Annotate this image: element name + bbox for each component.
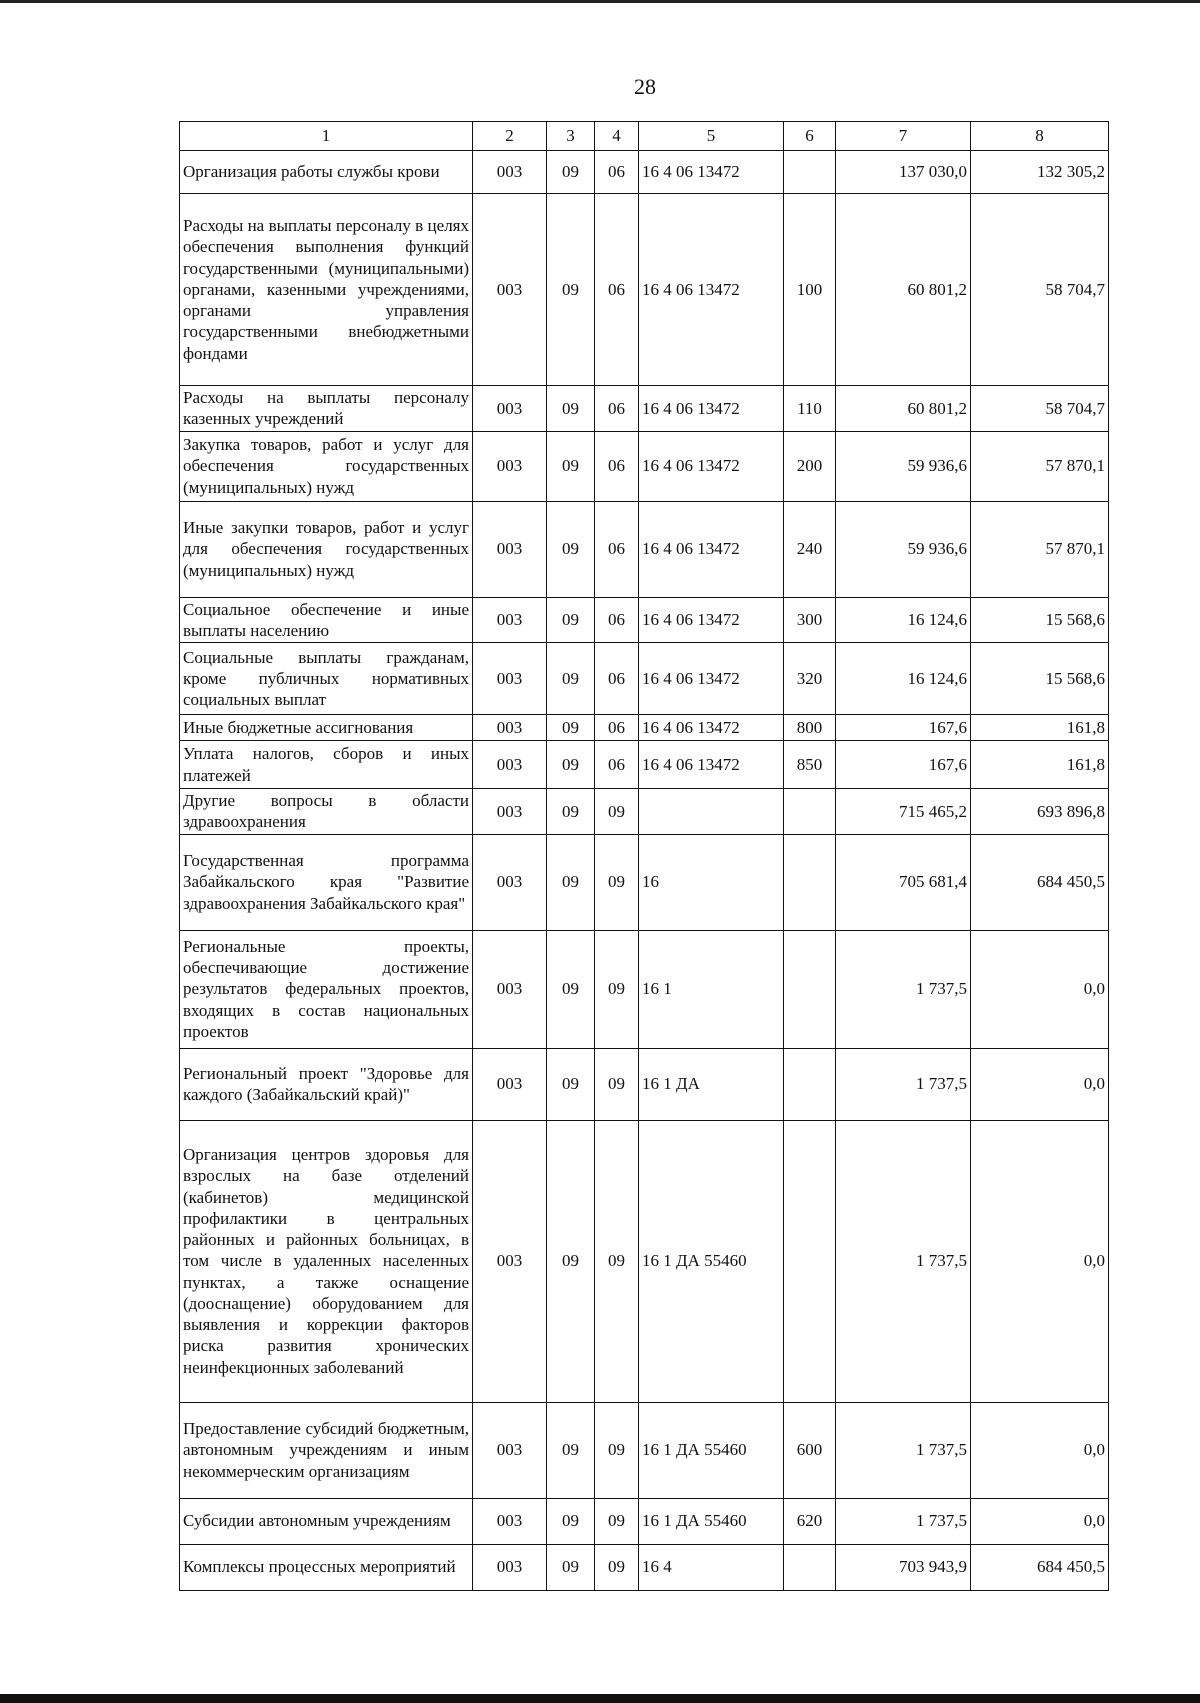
subsection-code: 09: [595, 1402, 639, 1498]
subsection-code: 06: [595, 501, 639, 597]
expense-type-code: 100: [784, 194, 836, 386]
expense-name: Социальное обеспечение и иные выплаты населению: [180, 597, 473, 643]
amount-year-1: 1 737,5: [836, 1120, 971, 1402]
expense-name: Организация работы службы крови: [180, 151, 473, 194]
section-code: 09: [547, 386, 595, 432]
subsection-code: 06: [595, 597, 639, 643]
table-row: [180, 930, 1109, 1048]
target-article-code: 16 4: [639, 1544, 784, 1590]
expense-name: Другие вопросы в области здравоохранения: [180, 789, 473, 835]
ministry-code: 003: [473, 741, 547, 789]
table-row: [180, 151, 1109, 194]
table-row: [180, 194, 1109, 386]
column-header: 1: [180, 122, 473, 151]
target-article-code: 16 1 ДА 55460: [639, 1120, 784, 1402]
amount-year-2: 161,8: [971, 715, 1109, 741]
section-code: 09: [547, 501, 595, 597]
amount-year-1: 59 936,6: [836, 431, 971, 501]
target-article-code: 16 4 06 13472: [639, 501, 784, 597]
table-row: [180, 789, 1109, 835]
table-row: [180, 741, 1109, 789]
expense-type-code: [784, 834, 836, 930]
section-code: 09: [547, 194, 595, 386]
expense-type-code: 110: [784, 386, 836, 432]
section-code: 09: [547, 1048, 595, 1120]
amount-year-2: 58 704,7: [971, 386, 1109, 432]
ministry-code: 003: [473, 715, 547, 741]
expense-name: Предоставление субсидий бюджетным, автономным учреждениям и иным некоммерческим организациям: [180, 1402, 473, 1498]
ministry-code: 003: [473, 151, 547, 194]
subsection-code: 06: [595, 715, 639, 741]
amount-year-2: 15 568,6: [971, 643, 1109, 715]
amount-year-1: 705 681,4: [836, 834, 971, 930]
expense-name: Региональные проекты, обеспечивающие достижение результатов федеральных проектов, входящих в состав национальных проектов: [180, 930, 473, 1048]
amount-year-2: 0,0: [971, 1048, 1109, 1120]
column-header: 2: [473, 122, 547, 151]
ministry-code: 003: [473, 834, 547, 930]
subsection-code: 09: [595, 1120, 639, 1402]
expense-type-code: [784, 1048, 836, 1120]
expense-type-code: [784, 1120, 836, 1402]
table-row: [180, 715, 1109, 741]
column-header: 6: [784, 122, 836, 151]
table-row: [180, 1048, 1109, 1120]
amount-year-2: 57 870,1: [971, 431, 1109, 501]
expense-type-code: [784, 151, 836, 194]
subsection-code: 09: [595, 1048, 639, 1120]
scan-border-top: [0, 0, 1200, 3]
table-row: [180, 1402, 1109, 1498]
table-row: [180, 386, 1109, 432]
expense-name: Социальные выплаты гражданам, кроме публичных нормативных социальных выплат: [180, 643, 473, 715]
expense-name: Закупка товаров, работ и услуг для обеспечения государственных (муниципальных) нужд: [180, 431, 473, 501]
amount-year-2: 57 870,1: [971, 501, 1109, 597]
expense-type-code: 850: [784, 741, 836, 789]
column-header: 7: [836, 122, 971, 151]
ministry-code: 003: [473, 930, 547, 1048]
expense-type-code: 240: [784, 501, 836, 597]
subsection-code: 09: [595, 789, 639, 835]
expense-name: Субсидии автономным учреждениям: [180, 1498, 473, 1544]
target-article-code: 16 4 06 13472: [639, 597, 784, 643]
header-row: [180, 122, 1109, 151]
target-article-code: 16 1 ДА: [639, 1048, 784, 1120]
expense-name: Государственная программа Забайкальского края "Развитие здравоохранения Забайкальского края": [180, 834, 473, 930]
expense-type-code: 300: [784, 597, 836, 643]
page-number: 28: [634, 74, 656, 99]
amount-year-1: 60 801,2: [836, 386, 971, 432]
ministry-code: 003: [473, 597, 547, 643]
ministry-code: 003: [473, 1402, 547, 1498]
table-row: [180, 431, 1109, 501]
amount-year-2: 58 704,7: [971, 194, 1109, 386]
amount-year-2: 0,0: [971, 1498, 1109, 1544]
amount-year-1: 137 030,0: [836, 151, 971, 194]
expense-name: Организация центров здоровья для взрослых на базе отделений (кабинетов) медицинской профилактики в центральных районных и районных больницах, в том числе в удаленных населенных пунктах, а также оснащение (дооснащение) оборудованием для выявления и коррекции факторов риска развития хронических неинфекционных заболеваний: [180, 1120, 473, 1402]
amount-year-1: 1 737,5: [836, 1498, 971, 1544]
table-row: [180, 501, 1109, 597]
amount-year-1: 1 737,5: [836, 1048, 971, 1120]
column-header: 8: [971, 122, 1109, 151]
ministry-code: 003: [473, 1048, 547, 1120]
target-article-code: 16 4 06 13472: [639, 194, 784, 386]
target-article-code: 16 4 06 13472: [639, 386, 784, 432]
section-code: 09: [547, 834, 595, 930]
table-row: [180, 1498, 1109, 1544]
expense-type-code: 600: [784, 1402, 836, 1498]
expense-type-code: [784, 930, 836, 1048]
section-code: 09: [547, 1120, 595, 1402]
section-code: 09: [547, 597, 595, 643]
target-article-code: 16 1 ДА 55460: [639, 1402, 784, 1498]
section-code: 09: [547, 930, 595, 1048]
expense-type-code: 320: [784, 643, 836, 715]
subsection-code: 09: [595, 1544, 639, 1590]
expense-type-code: 620: [784, 1498, 836, 1544]
target-article-code: [639, 789, 784, 835]
expense-name: Иные закупки товаров, работ и услуг для обеспечения государственных (муниципальных) нужд: [180, 501, 473, 597]
amount-year-1: 703 943,9: [836, 1544, 971, 1590]
amount-year-1: 16 124,6: [836, 597, 971, 643]
section-code: 09: [547, 1498, 595, 1544]
table-row: [180, 597, 1109, 643]
amount-year-2: 0,0: [971, 1402, 1109, 1498]
scan-border-bottom: [0, 1694, 1200, 1703]
target-article-code: 16 4 06 13472: [639, 715, 784, 741]
amount-year-2: 0,0: [971, 1120, 1109, 1402]
column-header: 4: [595, 122, 639, 151]
table-row: [180, 1544, 1109, 1590]
expense-name: Расходы на выплаты персоналу казенных учреждений: [180, 386, 473, 432]
ministry-code: 003: [473, 386, 547, 432]
column-header: 3: [547, 122, 595, 151]
amount-year-2: 15 568,6: [971, 597, 1109, 643]
section-code: 09: [547, 1544, 595, 1590]
amount-year-1: 167,6: [836, 715, 971, 741]
ministry-code: 003: [473, 643, 547, 715]
section-code: 09: [547, 1402, 595, 1498]
target-article-code: 16 1 ДА 55460: [639, 1498, 784, 1544]
expense-name: Уплата налогов, сборов и иных платежей: [180, 741, 473, 789]
amount-year-1: 167,6: [836, 741, 971, 789]
table-row: [180, 643, 1109, 715]
amount-year-1: 1 737,5: [836, 930, 971, 1048]
expense-name: Иные бюджетные ассигнования: [180, 715, 473, 741]
amount-year-2: 0,0: [971, 930, 1109, 1048]
target-article-code: 16 4 06 13472: [639, 151, 784, 194]
column-header: 5: [639, 122, 784, 151]
expense-name: Расходы на выплаты персоналу в целях обеспечения выполнения функций государственными (муниципальными) органами, казенными учреждениями, органами управления государственными внебюджетными фондами: [180, 194, 473, 386]
subsection-code: 09: [595, 1498, 639, 1544]
subsection-code: 09: [595, 930, 639, 1048]
expense-type-code: [784, 789, 836, 835]
section-code: 09: [547, 151, 595, 194]
ministry-code: 003: [473, 431, 547, 501]
subsection-code: 09: [595, 834, 639, 930]
subsection-code: 06: [595, 741, 639, 789]
target-article-code: 16: [639, 834, 784, 930]
budget-table: [179, 121, 1109, 1591]
section-code: 09: [547, 789, 595, 835]
amount-year-2: 161,8: [971, 741, 1109, 789]
subsection-code: 06: [595, 194, 639, 386]
table-row: [180, 834, 1109, 930]
ministry-code: 003: [473, 1498, 547, 1544]
expense-type-code: [784, 1544, 836, 1590]
target-article-code: 16 4 06 13472: [639, 431, 784, 501]
section-code: 09: [547, 643, 595, 715]
subsection-code: 06: [595, 643, 639, 715]
subsection-code: 06: [595, 386, 639, 432]
expense-type-code: 800: [784, 715, 836, 741]
amount-year-1: 715 465,2: [836, 789, 971, 835]
target-article-code: 16 4 06 13472: [639, 643, 784, 715]
amount-year-1: 60 801,2: [836, 194, 971, 386]
subsection-code: 06: [595, 151, 639, 194]
amount-year-2: 684 450,5: [971, 1544, 1109, 1590]
expense-name: Региональный проект "Здоровье для каждого (Забайкальский край)": [180, 1048, 473, 1120]
ministry-code: 003: [473, 1120, 547, 1402]
amount-year-2: 132 305,2: [971, 151, 1109, 194]
amount-year-2: 693 896,8: [971, 789, 1109, 835]
ministry-code: 003: [473, 194, 547, 386]
amount-year-2: 684 450,5: [971, 834, 1109, 930]
amount-year-1: 59 936,6: [836, 501, 971, 597]
ministry-code: 003: [473, 501, 547, 597]
subsection-code: 06: [595, 431, 639, 501]
amount-year-1: 16 124,6: [836, 643, 971, 715]
target-article-code: 16 1: [639, 930, 784, 1048]
ministry-code: 003: [473, 1544, 547, 1590]
section-code: 09: [547, 741, 595, 789]
expense-type-code: 200: [784, 431, 836, 501]
target-article-code: 16 4 06 13472: [639, 741, 784, 789]
table-row: [180, 1120, 1109, 1402]
section-code: 09: [547, 715, 595, 741]
section-code: 09: [547, 431, 595, 501]
amount-year-1: 1 737,5: [836, 1402, 971, 1498]
expense-name: Комплексы процессных мероприятий: [180, 1544, 473, 1590]
ministry-code: 003: [473, 789, 547, 835]
